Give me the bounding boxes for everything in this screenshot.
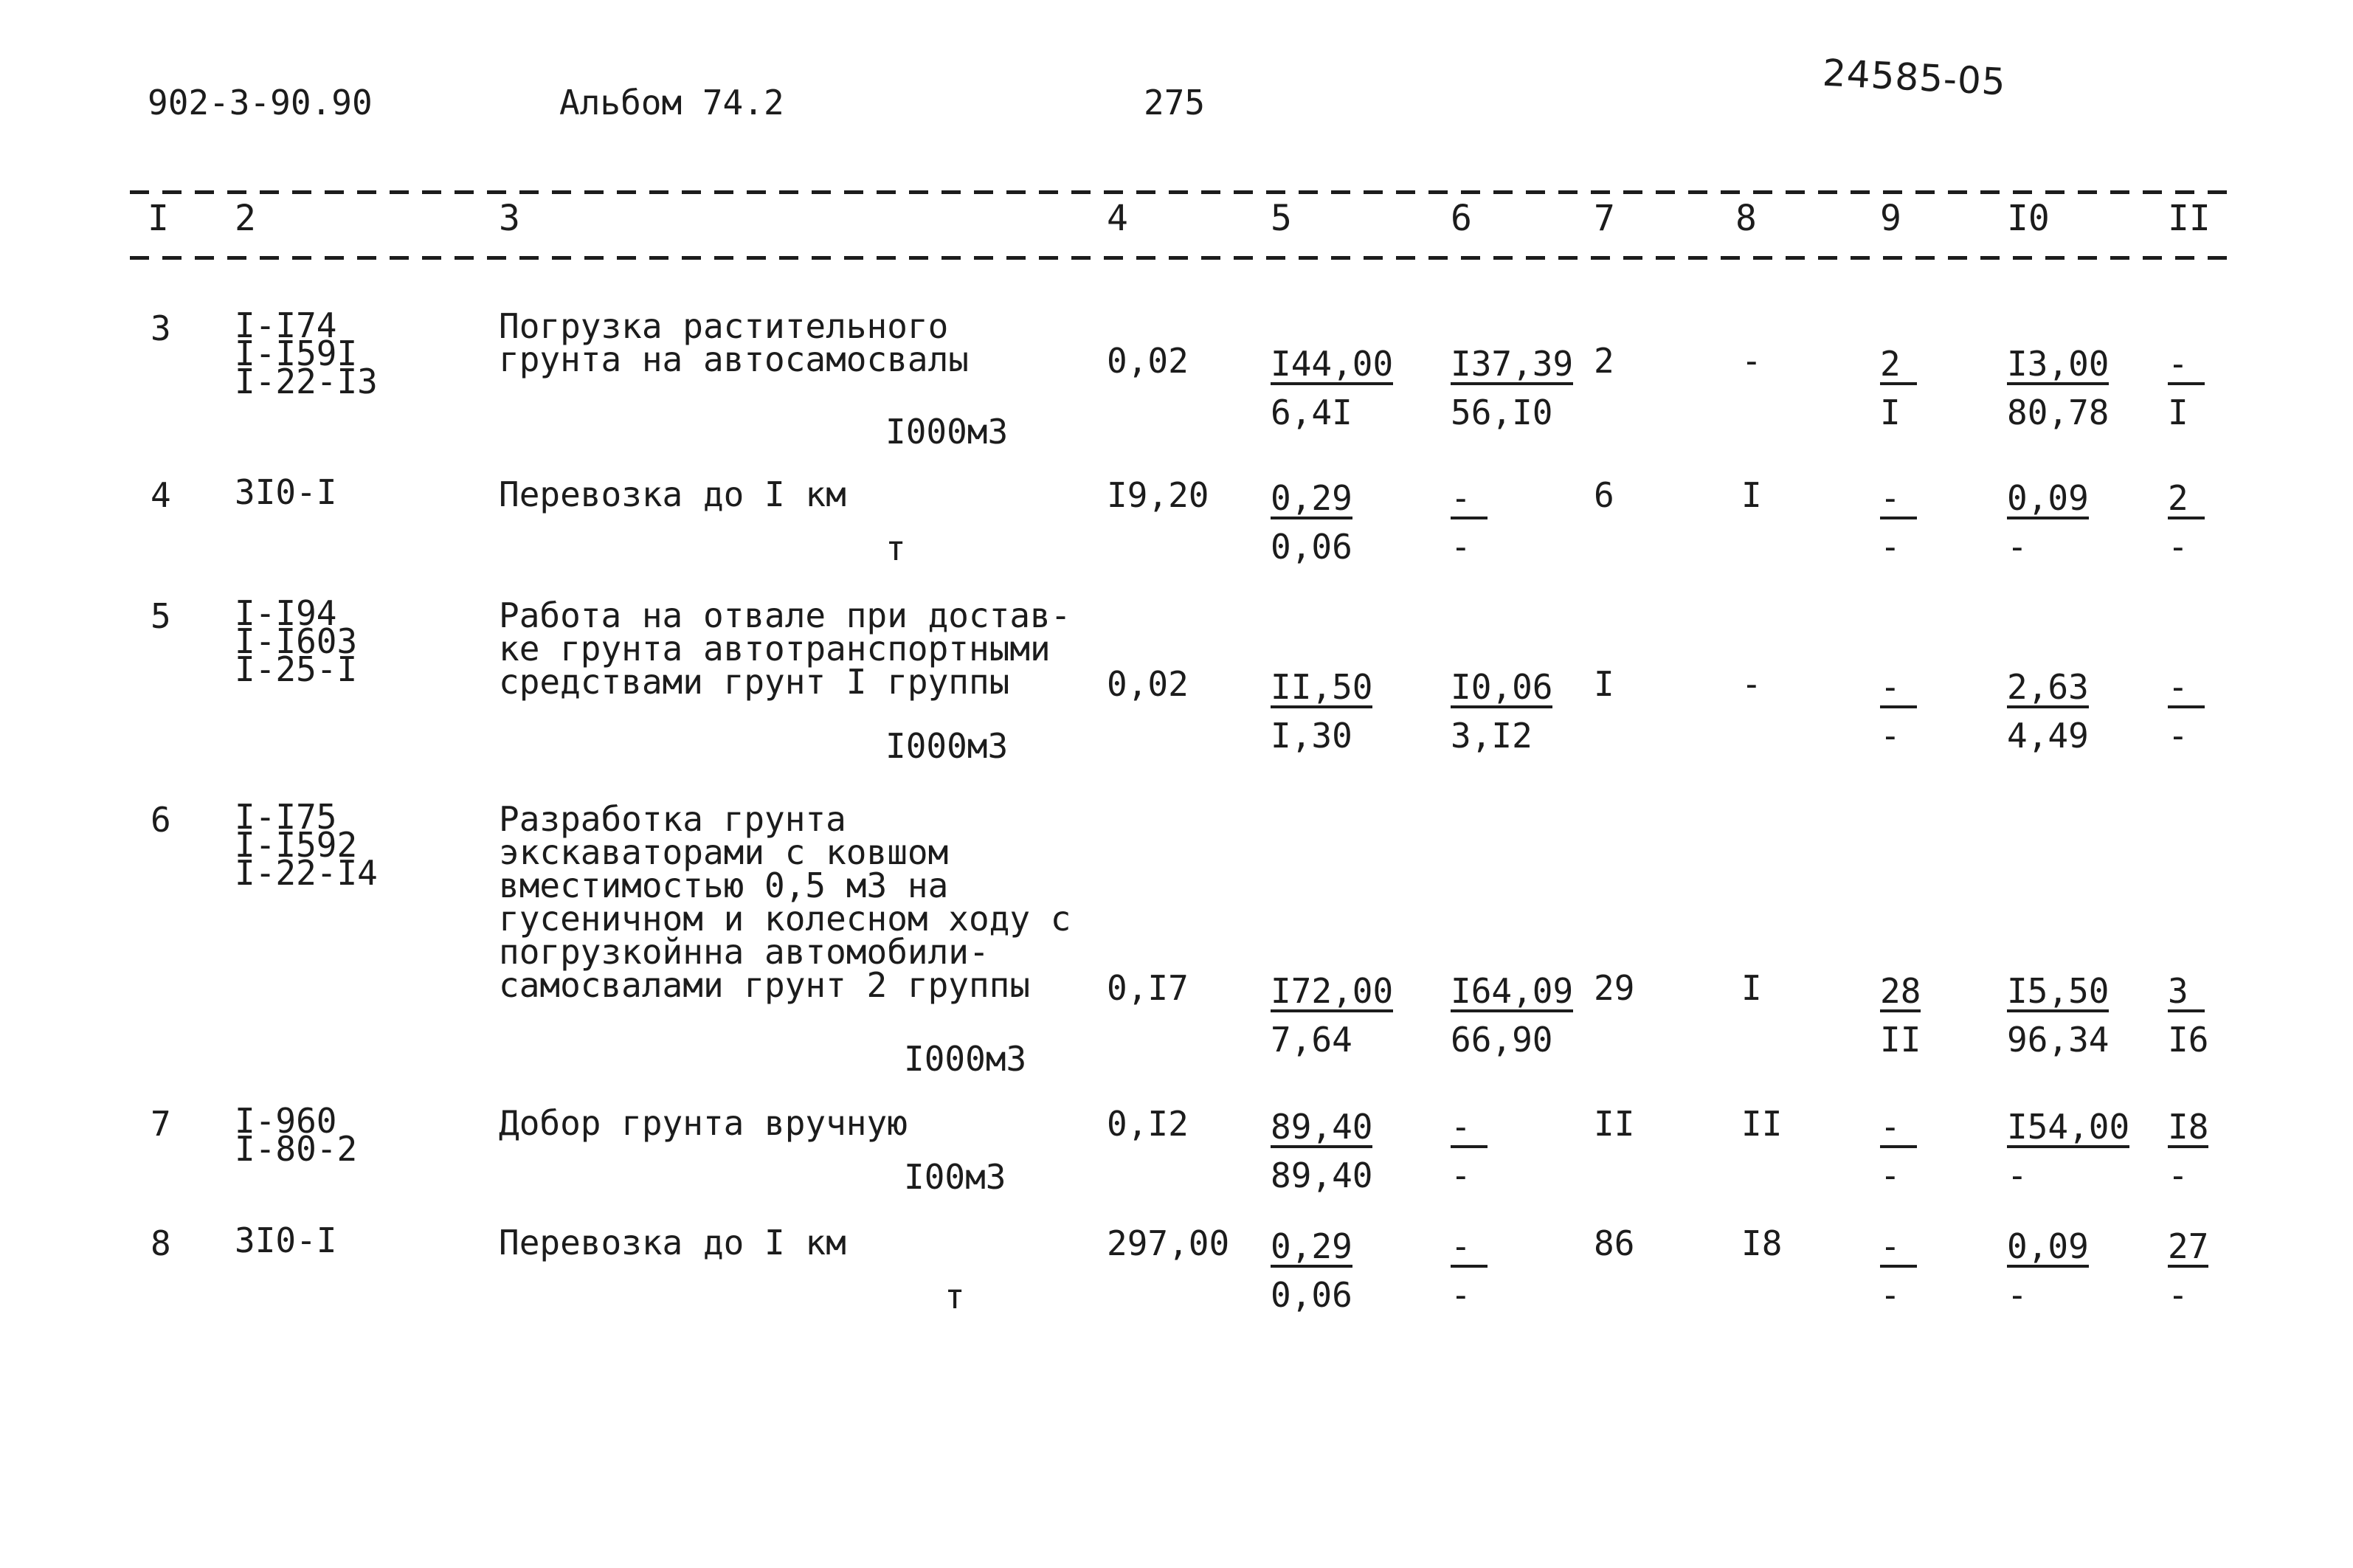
col-header-9: 9 [1880,198,1901,239]
col-header-7: 7 [1594,198,1615,239]
col11-value: - - [2168,667,2205,753]
row-number: 8 [151,1223,171,1263]
row-unit: I000м3 [885,412,1009,452]
row-description: Погрузка растительного грунта на автосамосвалы [499,306,969,379]
row-quantity: 0,02 [1107,664,1189,704]
col7-value: 86 [1594,1223,1635,1263]
row-description: Разработка грунта экскаваторами с ковшом вместимостью 0,5 м3 на гусеничном и колесном ходу с погрузкойнна автомобили-самосвалами грунт 2 группы [499,799,1071,1005]
row-codes: 3I0-I [235,472,337,512]
doc-code: 902-3-90.90 [148,83,373,122]
col-header-6: 6 [1451,198,1472,239]
row-quantity: I9,20 [1107,475,1209,515]
col7-value: II [1594,1104,1635,1144]
col10-value: 0,09 - [2007,478,2089,567]
col5-value: $\frac{I72,00}{7,64}$ [1271,971,1394,1060]
col11-value: - I [2168,344,2205,429]
col7-value: 2 [1594,341,1614,381]
row-unit: т [885,528,906,568]
col9-value: - - [1880,1107,1917,1192]
row-description: Работа на отвале при достав-ке грунта автотранспортными средствами грунт I группы [499,595,1071,702]
col7-value: 6 [1594,475,1614,515]
col9-value: - - [1880,667,1917,753]
col-header-11: II [2168,198,2211,239]
col-header-1: I [148,198,169,239]
col7-value: 29 [1594,968,1635,1008]
row-codes: I-I75 I-I592 I-22-I4 [235,797,378,893]
col-header-8: 8 [1735,198,1757,239]
header-dashed-rule [130,256,2233,260]
col11-value: $\frac{3}{I6}$ [2168,971,2209,1060]
col5-value: $\frac{0,29}{0,06}$ [1271,1226,1352,1315]
row-number: 4 [151,475,171,515]
col6-value: - - [1451,478,1488,564]
col6-value: $\frac{I64,09}{66,90}$ [1451,971,1574,1060]
row-number: 3 [151,308,171,348]
col8-value: I8 [1741,1223,1783,1263]
col10-value: $\frac{I3,00}{80,78}$ [2007,344,2110,432]
col-header-5: 5 [1271,198,1292,239]
col8-value: I [1741,968,1762,1008]
col10-value: $\frac{2,63}{4,49}$ [2007,667,2089,756]
col-header-4: 4 [1107,198,1128,239]
inventory-number: 24585-05 [1821,51,2008,104]
row-codes: I-I94 I-I603 I-25-I [235,593,358,689]
col6-value: $\frac{I0,06}{3,I2}$ [1451,667,1553,756]
row-description: Перевозка до I км [499,474,846,514]
col9-value: - - [1880,478,1917,564]
album-label: Альбом 74.2 [559,83,784,122]
col9-value: $\frac{28}{II}$ [1880,971,1921,1060]
row-description: Перевозка до I км [499,1223,846,1263]
row-unit: I00м3 [904,1157,1006,1197]
col-header-10: I0 [2007,198,2050,239]
row-codes: I-I74 I-I59I I-22-I3 [235,305,378,401]
col5-value: $\frac{I44,00}{6,4I}$ [1271,344,1394,432]
row-quantity: 0,02 [1107,341,1189,381]
col9-value: $\frac{2}{I}$ [1880,344,1917,429]
col8-value: - [1741,664,1762,704]
row-quantity: 0,I7 [1107,968,1189,1008]
row-unit: I000м3 [904,1039,1027,1079]
row-description: Добор грунта вручную [499,1103,908,1143]
col8-value: I [1741,475,1762,515]
col10-value: $\frac{I5,50}{96,34}$ [2007,971,2110,1060]
row-number: 6 [151,800,171,840]
col10-value: 0,09 - [2007,1226,2089,1315]
col11-value: I8 - [2168,1107,2209,1195]
col6-value: - - [1451,1107,1488,1192]
col6-value: - - [1451,1226,1488,1312]
row-quantity: 0,I2 [1107,1104,1189,1144]
col-header-2: 2 [235,198,256,239]
col5-value: $\frac{0,29}{0,06}$ [1271,478,1352,567]
row-codes: 3I0-I [235,1220,337,1260]
col-header-3: 3 [499,198,520,239]
col8-value: - [1741,341,1762,381]
row-number: 7 [151,1104,171,1144]
page-number: 275 [1144,83,1206,122]
row-codes: I-960 I-80-2 [235,1101,358,1169]
top-dashed-rule [130,190,2233,194]
row-quantity: 297,00 [1107,1223,1230,1263]
col7-value: I [1594,664,1614,704]
row-number: 5 [151,596,171,636]
col11-value: 27 - [2168,1226,2209,1315]
col5-value: $\frac{89,40}{89,40}$ [1271,1107,1373,1195]
row-unit: I000м3 [885,726,1009,766]
col8-value: II [1741,1104,1783,1144]
col9-value: - - [1880,1226,1917,1312]
col6-value: $\frac{I37,39}{56,I0}$ [1451,344,1574,432]
col10-value: I54,00 - [2007,1107,2130,1195]
col5-value: $\frac{II,50}{I,30}$ [1271,667,1373,756]
row-unit: т [944,1277,965,1316]
col11-value: 2 - [2168,478,2205,564]
